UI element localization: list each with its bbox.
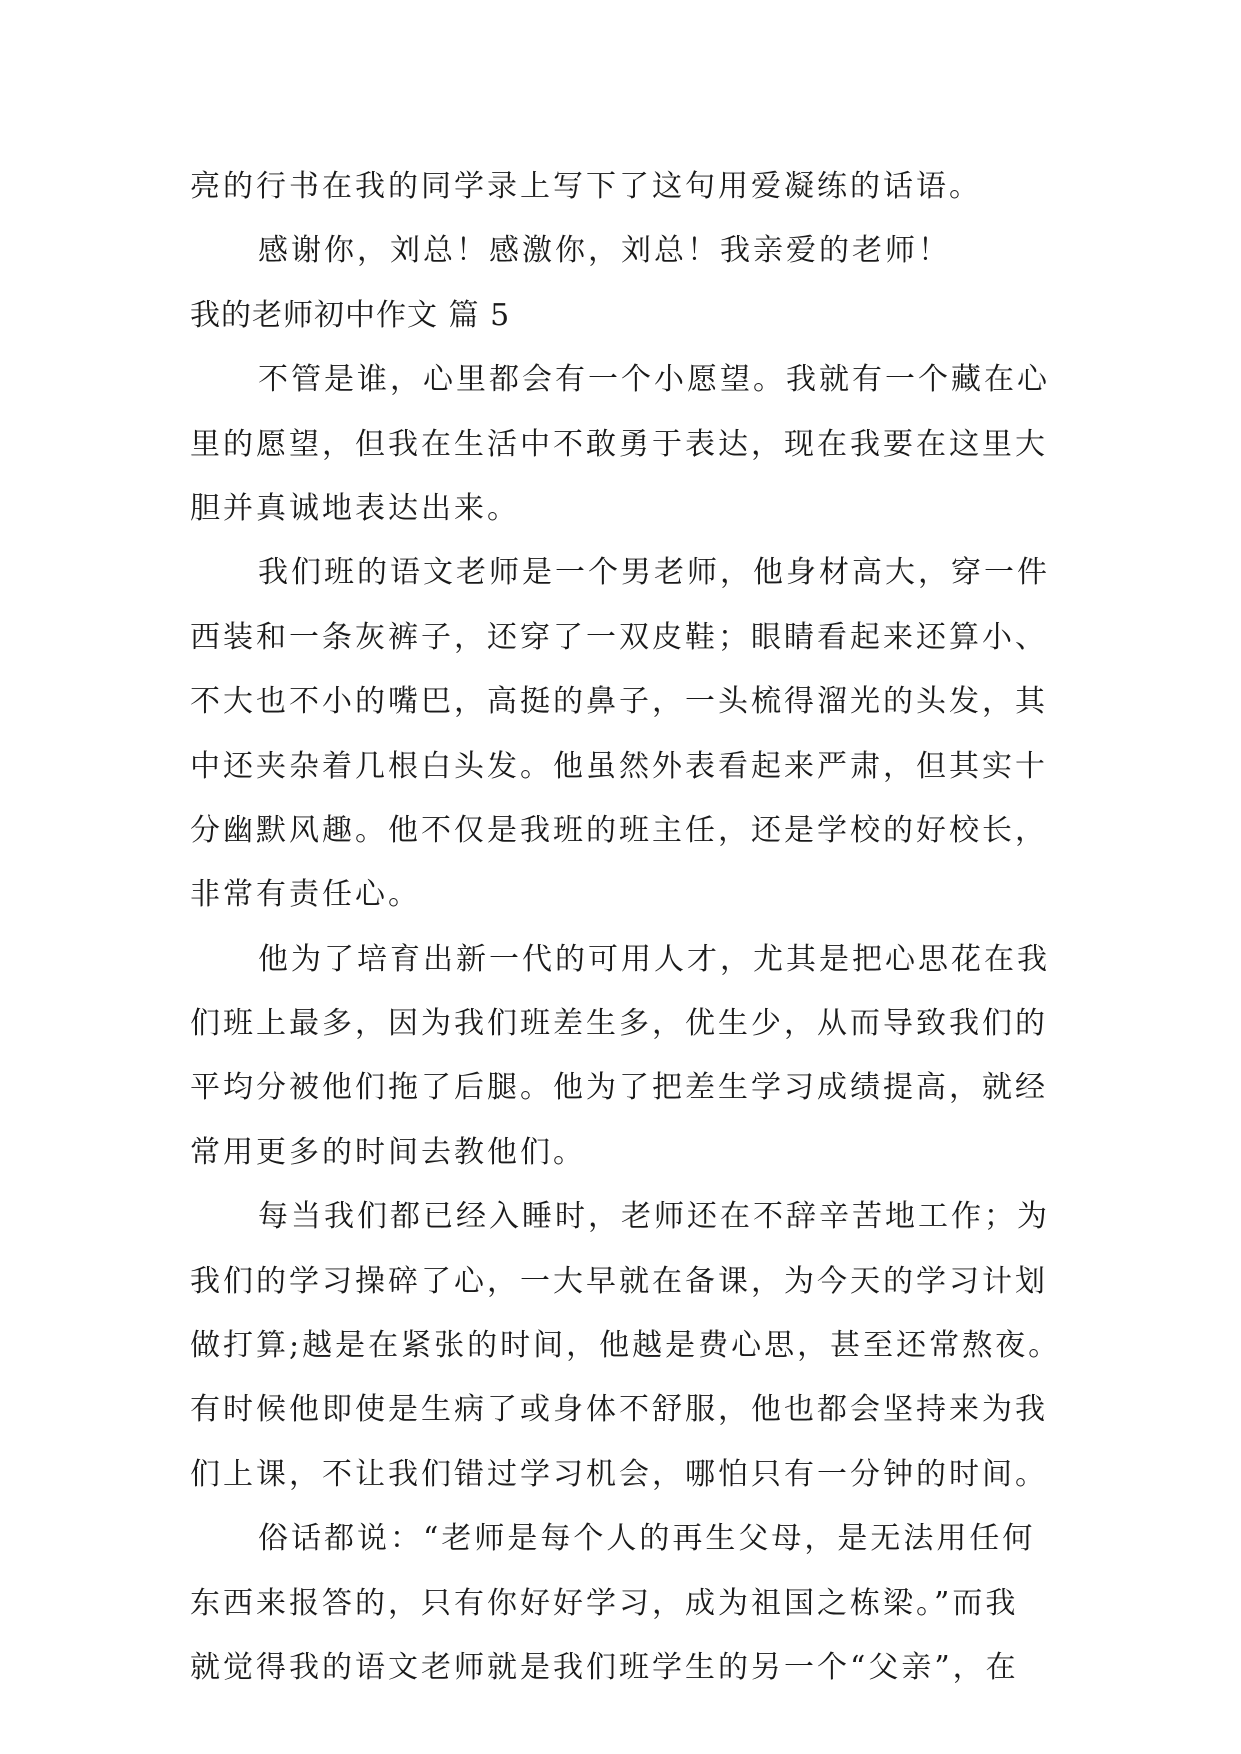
paragraph-line: 就觉得我的语文老师就是我们班学生的另一个“父亲”，在 xyxy=(190,1649,1019,1685)
paragraph-line: 不管是谁，心里都会有一个小愿望。我就有一个藏在心 xyxy=(258,362,1050,398)
paragraph-line: 东西来报答的，只有你好好学习，成为祖国之栋梁。”而我 xyxy=(190,1585,1019,1621)
section-heading: 我的老师初中作文 篇 5 xyxy=(190,297,511,333)
paragraph-line: 有时候他即使是生病了或身体不舒服，他也都会坚持来为我 xyxy=(190,1392,1048,1428)
paragraph-line: 他为了培育出新一代的可用人才，尤其是把心思花在我 xyxy=(258,941,1050,977)
paragraph-line: 里的愿望，但我在生活中不敢勇于表达，现在我要在这里大 xyxy=(190,426,1048,462)
paragraph-line: 亮的行书在我的同学录上写下了这句用爱凝练的话语。 xyxy=(190,169,982,204)
paragraph-line: 们上课，不让我们错过学习机会，哪怕只有一分钟的时间。 xyxy=(190,1456,1048,1492)
paragraph-line: 我们的学习操碎了心，一大早就在备课，为今天的学习计划 xyxy=(190,1263,1048,1299)
paragraph-line: 每当我们都已经入睡时，老师还在不辞辛苦地工作；为 xyxy=(258,1199,1050,1235)
paragraph-line: 做打算;越是在紧张的时间，他越是费心思，甚至还常熬夜。 xyxy=(190,1328,1062,1364)
paragraph-line: 胆并真诚地表达出来。 xyxy=(190,490,520,526)
paragraph-line: 非常有责任心。 xyxy=(190,877,421,913)
paragraph-line: 俗话都说：“老师是每个人的再生父母，是无法用任何 xyxy=(258,1521,1036,1557)
paragraph-line: 们班上最多，因为我们班差生多，优生少，从而导致我们的 xyxy=(190,1006,1048,1042)
paragraph-line: 感谢你，刘总！感激你，刘总！我亲爱的老师！ xyxy=(258,233,951,269)
paragraph-line: 分幽默风趣。他不仅是我班的班主任，还是学校的好校长， xyxy=(190,812,1048,848)
paragraph-line: 平均分被他们拖了后腿。他为了把差生学习成绩提高，就经 xyxy=(190,1070,1048,1106)
article-body xyxy=(190,155,1070,1700)
paragraph-line: 中还夹杂着几根白头发。他虽然外表看起来严肃，但其实十 xyxy=(190,748,1048,784)
paragraph-line: 不大也不小的嘴巴，高挺的鼻子，一头梳得溜光的头发，其 xyxy=(190,684,1048,720)
paragraph-line: 我们班的语文老师是一个男老师，他身材高大，穿一件 xyxy=(258,555,1050,591)
paragraph-line: 常用更多的时间去教他们。 xyxy=(190,1134,586,1170)
paragraph-line: 西装和一条灰裤子，还穿了一双皮鞋；眼睛看起来还算小、 xyxy=(190,619,1048,655)
